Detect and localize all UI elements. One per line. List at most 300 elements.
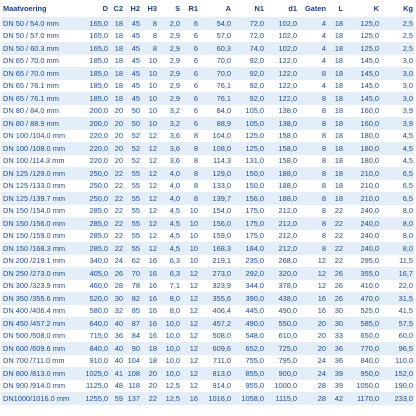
value-cell: 12: [181, 305, 199, 318]
table-row: [1, 130, 414, 143]
value-cell: 8: [298, 180, 327, 193]
value-cell: 92,0: [232, 92, 265, 105]
value-cell: 145,0: [344, 55, 380, 68]
table-row: [1, 30, 414, 43]
column-header: D: [78, 0, 109, 17]
value-cell: 12: [141, 142, 158, 155]
value-cell: 8: [298, 230, 327, 243]
value-cell: 30: [327, 317, 344, 330]
value-cell: 18: [109, 55, 124, 68]
value-cell: 8: [141, 42, 158, 55]
value-cell: 104,0: [199, 130, 232, 143]
value-cell: 390,0: [232, 292, 265, 305]
value-cell: 45: [124, 17, 141, 30]
value-cell: 1025,0: [78, 367, 109, 380]
value-cell: 22: [109, 205, 124, 218]
value-cell: 240,0: [344, 217, 380, 230]
value-cell: 4,5: [158, 242, 181, 255]
value-cell: 755,0: [232, 355, 265, 368]
value-cell: 45: [124, 80, 141, 93]
table-row: [1, 117, 414, 130]
size-cell: DN 600 /609.6 mm: [1, 342, 78, 355]
value-cell: 137: [124, 392, 141, 405]
value-cell: 200,0: [78, 105, 109, 118]
value-cell: 210,0: [344, 167, 380, 180]
value-cell: 233,0: [380, 392, 414, 405]
value-cell: 10: [181, 242, 199, 255]
size-cell: DN 50 / 57.0 mm: [1, 30, 78, 43]
value-cell: 145,0: [344, 80, 380, 93]
value-cell: 125,0: [344, 17, 380, 30]
value-cell: 31,5: [380, 292, 414, 305]
value-cell: 4,5: [380, 155, 414, 168]
value-cell: 2,5: [380, 17, 414, 30]
value-cell: 88,9: [199, 117, 232, 130]
value-cell: 12: [141, 180, 158, 193]
value-cell: 55: [124, 192, 141, 205]
value-cell: 20: [298, 342, 327, 355]
header-row: [1, 0, 414, 17]
value-cell: 28: [298, 392, 327, 405]
value-cell: 82: [124, 292, 141, 305]
value-cell: 24: [298, 367, 327, 380]
value-cell: 8: [298, 117, 327, 130]
value-cell: 240,0: [344, 230, 380, 243]
value-cell: 165,0: [78, 42, 109, 55]
value-cell: 1125,0: [78, 380, 109, 393]
value-cell: 405,0: [78, 267, 109, 280]
value-cell: 10,0: [158, 367, 181, 380]
column-header: Kg: [380, 0, 414, 17]
size-cell: DN 125 /133.0 mm: [1, 180, 78, 193]
value-cell: 12: [181, 317, 199, 330]
value-cell: 6: [181, 17, 199, 30]
value-cell: 33: [327, 330, 344, 343]
value-cell: 795,0: [265, 355, 298, 368]
value-cell: 855,0: [232, 367, 265, 380]
value-cell: 955,0: [232, 380, 265, 393]
value-cell: 4,0: [158, 167, 181, 180]
value-cell: 2,5: [380, 42, 414, 55]
value-cell: 74,0: [232, 42, 265, 55]
column-header: A: [199, 0, 232, 17]
value-cell: 160,0: [344, 117, 380, 130]
value-cell: 410,0: [344, 280, 380, 293]
value-cell: 4: [298, 42, 327, 55]
value-cell: 110,0: [380, 355, 414, 368]
value-cell: 50: [124, 105, 141, 118]
value-cell: 22: [327, 205, 344, 218]
value-cell: 55: [124, 242, 141, 255]
value-cell: 36: [327, 342, 344, 355]
value-cell: 6: [181, 67, 199, 80]
value-cell: 8: [298, 130, 327, 143]
value-cell: 220,0: [78, 130, 109, 143]
value-cell: 285,0: [78, 242, 109, 255]
value-cell: 184,0: [232, 242, 265, 255]
value-cell: 2,5: [380, 30, 414, 43]
value-cell: 188,0: [265, 192, 298, 205]
value-cell: 12,5: [158, 380, 181, 393]
value-cell: 175,0: [232, 230, 265, 243]
value-cell: 610,0: [265, 330, 298, 343]
value-cell: 355,0: [344, 267, 380, 280]
table-row: [1, 267, 414, 280]
value-cell: 122,0: [265, 67, 298, 80]
value-cell: 24: [298, 355, 327, 368]
value-cell: 8,0: [158, 305, 181, 318]
value-cell: 12: [181, 330, 199, 343]
value-cell: 45: [124, 67, 141, 80]
value-cell: 10: [141, 67, 158, 80]
value-cell: 8: [298, 217, 327, 230]
size-cell: DN 125 /139.7 mm: [1, 192, 78, 205]
value-cell: 12: [181, 367, 199, 380]
value-cell: 90: [124, 342, 141, 355]
value-cell: 20: [298, 330, 327, 343]
flange-dimensions-table: [1, 0, 414, 405]
value-cell: 8: [298, 155, 327, 168]
value-cell: 165,0: [78, 17, 109, 30]
size-cell: DN 150 /159.0 mm: [1, 230, 78, 243]
value-cell: 180,0: [344, 155, 380, 168]
value-cell: 160,0: [344, 105, 380, 118]
value-cell: 20: [109, 142, 124, 155]
value-cell: 470,0: [344, 292, 380, 305]
value-cell: 285,0: [78, 205, 109, 218]
value-cell: 156,0: [232, 192, 265, 205]
value-cell: 4,5: [380, 130, 414, 143]
size-cell: DN 350 /355.6 mm: [1, 292, 78, 305]
value-cell: 950,0: [344, 367, 380, 380]
value-cell: 12: [141, 167, 158, 180]
value-cell: 4: [298, 30, 327, 43]
size-cell: DN 150 /156.0 mm: [1, 217, 78, 230]
value-cell: 16,7: [380, 267, 414, 280]
value-cell: 6,3: [158, 267, 181, 280]
value-cell: 8: [298, 167, 327, 180]
value-cell: 122,0: [265, 55, 298, 68]
value-cell: 18: [327, 17, 344, 30]
value-cell: 125,0: [344, 42, 380, 55]
value-cell: 640,0: [78, 317, 109, 330]
table-row: [1, 217, 414, 230]
table-row: [1, 105, 414, 118]
value-cell: 10,0: [158, 317, 181, 330]
value-cell: 609,6: [199, 342, 232, 355]
value-cell: 910,0: [78, 355, 109, 368]
column-header: K: [344, 0, 380, 17]
value-cell: 840,0: [344, 355, 380, 368]
value-cell: 210,0: [344, 180, 380, 193]
value-cell: 914,0: [199, 380, 232, 393]
value-cell: 122,0: [265, 80, 298, 93]
value-cell: 18: [327, 117, 344, 130]
value-cell: 355,6: [199, 292, 232, 305]
size-cell: DN 65 / 76.1 mm: [1, 80, 78, 93]
value-cell: 12: [181, 267, 199, 280]
value-cell: 92,0: [232, 67, 265, 80]
value-cell: 250,0: [78, 192, 109, 205]
value-cell: 212,0: [265, 242, 298, 255]
value-cell: 18: [327, 130, 344, 143]
value-cell: 8: [298, 192, 327, 205]
table-header: [1, 0, 414, 17]
size-cell: DN 125 /129.0 mm: [1, 167, 78, 180]
value-cell: 18: [109, 80, 124, 93]
table-row: [1, 230, 414, 243]
value-cell: 42: [327, 392, 344, 405]
value-cell: 8: [141, 30, 158, 43]
value-cell: 12: [141, 217, 158, 230]
value-cell: 52: [124, 155, 141, 168]
value-cell: 18: [109, 92, 124, 105]
value-cell: 6,3: [158, 255, 181, 268]
size-cell: DN 800 /813.0 mm: [1, 367, 78, 380]
value-cell: 104: [124, 355, 141, 368]
value-cell: 50: [124, 117, 141, 130]
value-cell: 8: [298, 105, 327, 118]
value-cell: 3,2: [158, 117, 181, 130]
table-row: [1, 242, 414, 255]
column-header: R1: [181, 0, 199, 17]
value-cell: 26: [327, 267, 344, 280]
value-cell: 2,9: [158, 42, 181, 55]
value-cell: 10: [141, 80, 158, 93]
value-cell: 18: [327, 192, 344, 205]
value-cell: 18: [109, 17, 124, 30]
value-cell: 154,0: [199, 205, 232, 218]
value-cell: 550,0: [265, 317, 298, 330]
value-cell: 8: [181, 130, 199, 143]
value-cell: 7,1: [158, 280, 181, 293]
value-cell: 60,3: [199, 42, 232, 55]
value-cell: 725,0: [265, 342, 298, 355]
value-cell: 770,0: [344, 342, 380, 355]
value-cell: 220,0: [78, 155, 109, 168]
table-row: [1, 155, 414, 168]
value-cell: 323,9: [199, 280, 232, 293]
value-cell: 92,0: [232, 55, 265, 68]
value-cell: 87: [124, 317, 141, 330]
value-cell: 295,0: [344, 255, 380, 268]
value-cell: 212,0: [265, 217, 298, 230]
value-cell: 3,6: [158, 155, 181, 168]
value-cell: 22: [109, 192, 124, 205]
value-cell: 185,0: [78, 55, 109, 68]
table-row: [1, 205, 414, 218]
value-cell: 36: [327, 355, 344, 368]
value-cell: 78: [124, 280, 141, 293]
value-cell: 4: [298, 55, 327, 68]
value-cell: 12: [141, 230, 158, 243]
value-cell: 20: [141, 380, 158, 393]
value-cell: 711,0: [199, 355, 232, 368]
value-cell: 28: [109, 280, 124, 293]
value-cell: 10: [141, 117, 158, 130]
value-cell: 10: [181, 217, 199, 230]
value-cell: 18: [327, 180, 344, 193]
value-cell: 12,5: [158, 392, 181, 405]
table-row: [1, 55, 414, 68]
value-cell: 59: [109, 392, 124, 405]
table-row: [1, 192, 414, 205]
value-cell: 16: [141, 305, 158, 318]
value-cell: 548,0: [232, 330, 265, 343]
size-cell: DN1000/1016.0 mm: [1, 392, 78, 405]
value-cell: 150,0: [232, 167, 265, 180]
value-cell: 250,0: [78, 167, 109, 180]
value-cell: 70,0: [199, 67, 232, 80]
value-cell: 460,0: [78, 280, 109, 293]
value-cell: 18: [327, 67, 344, 80]
value-cell: 340,0: [78, 255, 109, 268]
value-cell: 55: [124, 230, 141, 243]
value-cell: 158,0: [265, 130, 298, 143]
value-cell: 2,9: [158, 92, 181, 105]
value-cell: 8: [181, 192, 199, 205]
value-cell: 55: [124, 205, 141, 218]
value-cell: 22: [109, 167, 124, 180]
value-cell: 22: [327, 217, 344, 230]
value-cell: 12: [181, 355, 199, 368]
value-cell: 4,5: [158, 230, 181, 243]
value-cell: 72,0: [232, 30, 265, 43]
value-cell: 2,9: [158, 80, 181, 93]
value-cell: 2,0: [158, 17, 181, 30]
value-cell: 62: [124, 255, 141, 268]
value-cell: 158,0: [265, 155, 298, 168]
table-row: [1, 317, 414, 330]
value-cell: 12: [181, 342, 199, 355]
value-cell: 18: [327, 92, 344, 105]
value-cell: 45: [124, 55, 141, 68]
value-cell: 18: [141, 355, 158, 368]
value-cell: 6: [181, 30, 199, 43]
value-cell: 52: [124, 130, 141, 143]
value-cell: 70,0: [199, 55, 232, 68]
value-cell: 40: [109, 317, 124, 330]
column-header: d1: [265, 0, 298, 17]
value-cell: 20: [109, 130, 124, 143]
value-cell: 8: [181, 180, 199, 193]
size-cell: DN 65 / 70.0 mm: [1, 67, 78, 80]
value-cell: 156,0: [199, 217, 232, 230]
value-cell: 18: [327, 80, 344, 93]
table-row: [1, 392, 414, 405]
value-cell: 20: [141, 367, 158, 380]
value-cell: 6,5: [380, 167, 414, 180]
value-cell: 6: [181, 55, 199, 68]
value-cell: 10,0: [158, 355, 181, 368]
value-cell: 180,0: [344, 142, 380, 155]
value-cell: 45: [124, 42, 141, 55]
value-cell: 84,0: [199, 105, 232, 118]
value-cell: 8: [298, 142, 327, 155]
value-cell: 4,5: [158, 217, 181, 230]
value-cell: 320,0: [265, 267, 298, 280]
value-cell: 840,0: [78, 342, 109, 355]
size-cell: DN 65 / 76.1 mm: [1, 92, 78, 105]
size-cell: DN 100 /114.3 mm: [1, 155, 78, 168]
value-cell: 57,0: [199, 30, 232, 43]
value-cell: 445,0: [232, 305, 265, 318]
value-cell: 3,0: [380, 80, 414, 93]
value-cell: 114,3: [199, 155, 232, 168]
value-cell: 285,0: [78, 217, 109, 230]
value-cell: 22: [327, 242, 344, 255]
value-cell: 16: [141, 280, 158, 293]
size-cell: DN 150 /168.3 mm: [1, 242, 78, 255]
table-row: [1, 305, 414, 318]
size-cell: DN 50 / 54.0 mm: [1, 17, 78, 30]
value-cell: 438,0: [265, 292, 298, 305]
value-cell: 122,0: [265, 92, 298, 105]
value-cell: 60,0: [380, 330, 414, 343]
value-cell: 8,0: [158, 292, 181, 305]
value-cell: 8: [141, 17, 158, 30]
value-cell: 159,0: [199, 230, 232, 243]
value-cell: 8: [181, 167, 199, 180]
column-header: S: [158, 0, 181, 17]
value-cell: 45: [124, 30, 141, 43]
column-header: L: [327, 0, 344, 17]
value-cell: 92,0: [232, 80, 265, 93]
value-cell: 165,0: [78, 30, 109, 43]
table-body: [1, 17, 414, 405]
value-cell: 285,0: [78, 230, 109, 243]
value-cell: 900,0: [265, 367, 298, 380]
value-cell: 18: [109, 42, 124, 55]
value-cell: 240,0: [344, 205, 380, 218]
size-cell: DN 900 /914.0 mm: [1, 380, 78, 393]
value-cell: 3,9: [380, 105, 414, 118]
value-cell: 48: [109, 380, 124, 393]
value-cell: 4,5: [158, 205, 181, 218]
value-cell: 24: [109, 255, 124, 268]
table-row: [1, 167, 414, 180]
value-cell: 3,0: [380, 55, 414, 68]
table-row: [1, 355, 414, 368]
value-cell: 180,0: [344, 130, 380, 143]
value-cell: 105,0: [232, 117, 265, 130]
value-cell: 138,0: [265, 105, 298, 118]
value-cell: 1058,0: [232, 392, 265, 405]
value-cell: 1050,0: [344, 380, 380, 393]
value-cell: 8,0: [380, 217, 414, 230]
value-cell: 8,0: [380, 205, 414, 218]
value-cell: 12: [298, 267, 327, 280]
value-cell: 168,3: [199, 242, 232, 255]
value-cell: 188,0: [265, 180, 298, 193]
value-cell: 158,0: [265, 142, 298, 155]
size-cell: DN 450 /457.2 mm: [1, 317, 78, 330]
value-cell: 22: [109, 242, 124, 255]
value-cell: 10: [141, 92, 158, 105]
value-cell: 4,0: [158, 180, 181, 193]
value-cell: 813,0: [199, 367, 232, 380]
value-cell: 4: [298, 17, 327, 30]
value-cell: 18: [327, 155, 344, 168]
size-cell: DN 100 /108.0 mm: [1, 142, 78, 155]
value-cell: 8,0: [380, 242, 414, 255]
size-cell: DN 150 /154.0 mm: [1, 205, 78, 218]
value-cell: 8: [298, 205, 327, 218]
value-cell: 520,0: [78, 292, 109, 305]
value-cell: 39: [327, 367, 344, 380]
value-cell: 18: [109, 67, 124, 80]
value-cell: 16: [181, 392, 199, 405]
